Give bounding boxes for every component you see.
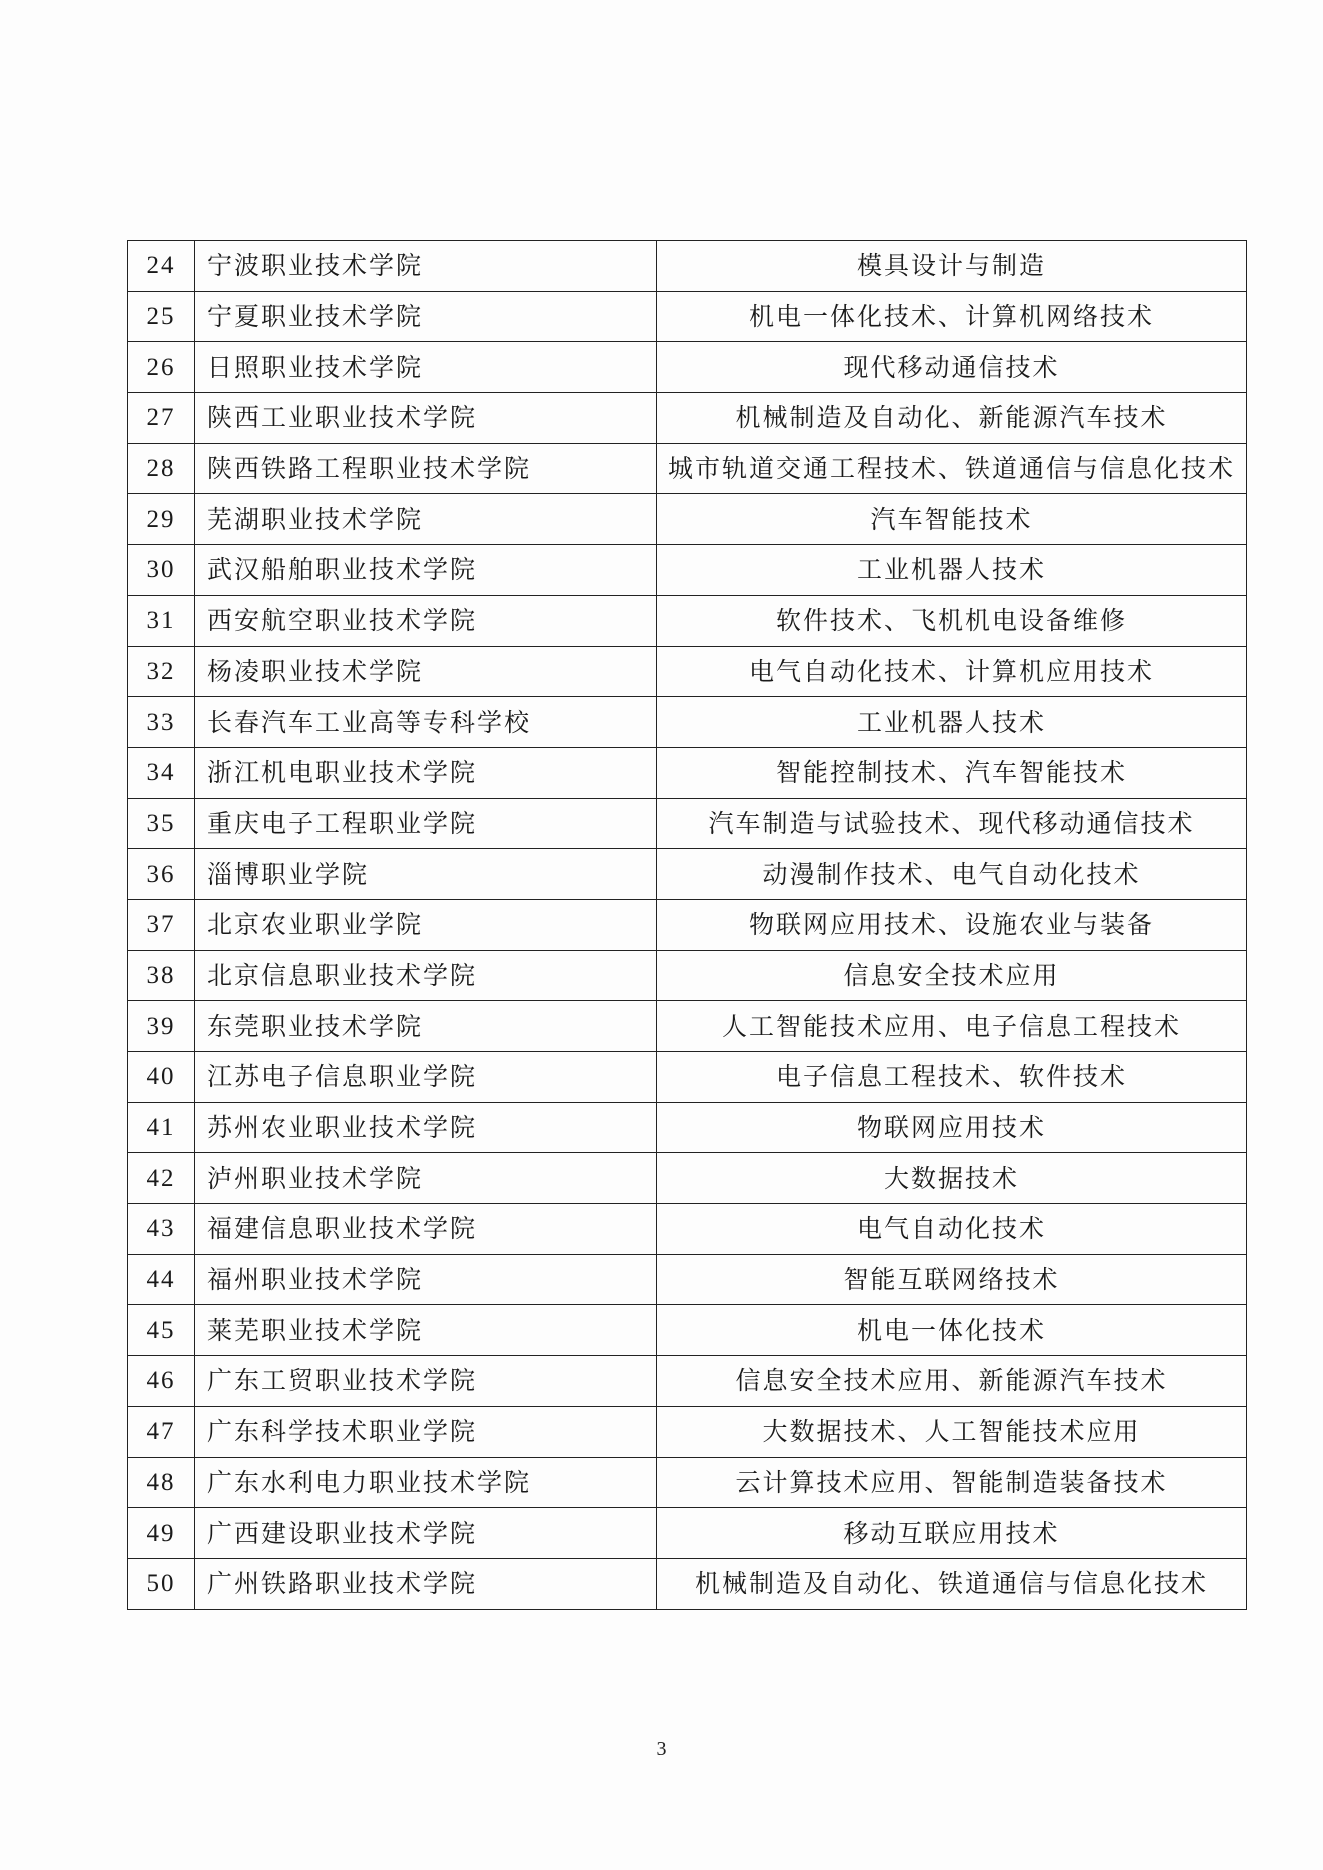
school-name: 陕西铁路工程职业技术学院 bbox=[195, 443, 657, 494]
row-number: 46 bbox=[128, 1356, 195, 1407]
row-number: 24 bbox=[128, 241, 195, 292]
row-number: 41 bbox=[128, 1102, 195, 1153]
school-name: 泸州职业技术学院 bbox=[195, 1153, 657, 1204]
major-names: 汽车智能技术 bbox=[657, 494, 1247, 545]
table-row bbox=[128, 697, 1247, 748]
school-name: 日照职业技术学院 bbox=[195, 342, 657, 393]
school-name: 福州职业技术学院 bbox=[195, 1254, 657, 1305]
major-names: 动漫制作技术、电气自动化技术 bbox=[657, 849, 1247, 900]
school-name: 北京农业职业学院 bbox=[195, 899, 657, 950]
school-name: 长春汽车工业高等专科学校 bbox=[195, 697, 657, 748]
table-row bbox=[128, 1254, 1247, 1305]
table-row bbox=[128, 1102, 1247, 1153]
table-row bbox=[128, 899, 1247, 950]
row-number: 40 bbox=[128, 1052, 195, 1103]
row-number: 44 bbox=[128, 1254, 195, 1305]
school-name: 宁波职业技术学院 bbox=[195, 241, 657, 292]
school-name: 宁夏职业技术学院 bbox=[195, 291, 657, 342]
row-number: 45 bbox=[128, 1305, 195, 1356]
table-row bbox=[128, 393, 1247, 444]
major-names: 机电一体化技术、计算机网络技术 bbox=[657, 291, 1247, 342]
table-row bbox=[128, 1204, 1247, 1255]
table-row bbox=[128, 342, 1247, 393]
school-name: 广东工贸职业技术学院 bbox=[195, 1356, 657, 1407]
major-names: 工业机器人技术 bbox=[657, 697, 1247, 748]
table-body bbox=[128, 241, 1247, 1610]
row-number: 27 bbox=[128, 393, 195, 444]
school-name: 重庆电子工程职业学院 bbox=[195, 798, 657, 849]
major-names: 移动互联应用技术 bbox=[657, 1508, 1247, 1559]
major-names: 信息安全技术应用 bbox=[657, 950, 1247, 1001]
table-row bbox=[128, 241, 1247, 292]
table-row bbox=[128, 849, 1247, 900]
major-names: 软件技术、飞机机电设备维修 bbox=[657, 595, 1247, 646]
major-names: 云计算技术应用、智能制造装备技术 bbox=[657, 1457, 1247, 1508]
table-row bbox=[128, 443, 1247, 494]
major-names: 工业机器人技术 bbox=[657, 545, 1247, 596]
school-name: 广州铁路职业技术学院 bbox=[195, 1558, 657, 1609]
school-name: 广东水利电力职业技术学院 bbox=[195, 1457, 657, 1508]
major-names: 模具设计与制造 bbox=[657, 241, 1247, 292]
table-row bbox=[128, 798, 1247, 849]
major-names: 大数据技术、人工智能技术应用 bbox=[657, 1406, 1247, 1457]
table-row bbox=[128, 950, 1247, 1001]
major-names: 现代移动通信技术 bbox=[657, 342, 1247, 393]
row-number: 26 bbox=[128, 342, 195, 393]
row-number: 29 bbox=[128, 494, 195, 545]
page-number: 3 bbox=[656, 1738, 667, 1760]
table-row bbox=[128, 1558, 1247, 1609]
row-number: 25 bbox=[128, 291, 195, 342]
row-number: 37 bbox=[128, 899, 195, 950]
row-number: 35 bbox=[128, 798, 195, 849]
school-name: 广西建设职业技术学院 bbox=[195, 1508, 657, 1559]
school-name: 杨凌职业技术学院 bbox=[195, 646, 657, 697]
school-name: 莱芜职业技术学院 bbox=[195, 1305, 657, 1356]
table-row bbox=[128, 291, 1247, 342]
table-row bbox=[128, 1153, 1247, 1204]
major-names: 电子信息工程技术、软件技术 bbox=[657, 1052, 1247, 1103]
row-number: 30 bbox=[128, 545, 195, 596]
major-names: 物联网应用技术 bbox=[657, 1102, 1247, 1153]
major-names: 信息安全技术应用、新能源汽车技术 bbox=[657, 1356, 1247, 1407]
school-name: 北京信息职业技术学院 bbox=[195, 950, 657, 1001]
row-number: 42 bbox=[128, 1153, 195, 1204]
school-major-table bbox=[127, 240, 1247, 1610]
row-number: 32 bbox=[128, 646, 195, 697]
row-number: 31 bbox=[128, 595, 195, 646]
row-number: 38 bbox=[128, 950, 195, 1001]
row-number: 49 bbox=[128, 1508, 195, 1559]
school-name: 浙江机电职业技术学院 bbox=[195, 747, 657, 798]
major-names: 物联网应用技术、设施农业与装备 bbox=[657, 899, 1247, 950]
table-row bbox=[128, 646, 1247, 697]
major-names: 智能控制技术、汽车智能技术 bbox=[657, 747, 1247, 798]
table-row bbox=[128, 1406, 1247, 1457]
table-row bbox=[128, 595, 1247, 646]
major-names: 城市轨道交通工程技术、铁道通信与信息化技术 bbox=[657, 443, 1247, 494]
major-names: 人工智能技术应用、电子信息工程技术 bbox=[657, 1001, 1247, 1052]
table-row bbox=[128, 1305, 1247, 1356]
school-name: 苏州农业职业技术学院 bbox=[195, 1102, 657, 1153]
row-number: 39 bbox=[128, 1001, 195, 1052]
school-name: 陕西工业职业技术学院 bbox=[195, 393, 657, 444]
row-number: 43 bbox=[128, 1204, 195, 1255]
school-name: 福建信息职业技术学院 bbox=[195, 1204, 657, 1255]
row-number: 50 bbox=[128, 1558, 195, 1609]
table-row bbox=[128, 545, 1247, 596]
school-name: 广东科学技术职业学院 bbox=[195, 1406, 657, 1457]
table-row bbox=[128, 494, 1247, 545]
row-number: 47 bbox=[128, 1406, 195, 1457]
major-names: 智能互联网络技术 bbox=[657, 1254, 1247, 1305]
school-name: 淄博职业学院 bbox=[195, 849, 657, 900]
major-names: 电气自动化技术、计算机应用技术 bbox=[657, 646, 1247, 697]
row-number: 48 bbox=[128, 1457, 195, 1508]
school-name: 武汉船舶职业技术学院 bbox=[195, 545, 657, 596]
table-row bbox=[128, 747, 1247, 798]
table-row bbox=[128, 1508, 1247, 1559]
major-names: 汽车制造与试验技术、现代移动通信技术 bbox=[657, 798, 1247, 849]
major-names: 机械制造及自动化、铁道通信与信息化技术 bbox=[657, 1558, 1247, 1609]
school-name: 芜湖职业技术学院 bbox=[195, 494, 657, 545]
major-names: 机电一体化技术 bbox=[657, 1305, 1247, 1356]
row-number: 36 bbox=[128, 849, 195, 900]
school-name: 江苏电子信息职业学院 bbox=[195, 1052, 657, 1103]
row-number: 28 bbox=[128, 443, 195, 494]
school-name: 东莞职业技术学院 bbox=[195, 1001, 657, 1052]
major-names: 电气自动化技术 bbox=[657, 1204, 1247, 1255]
major-names: 大数据技术 bbox=[657, 1153, 1247, 1204]
table-row bbox=[128, 1356, 1247, 1407]
school-name: 西安航空职业技术学院 bbox=[195, 595, 657, 646]
table-row bbox=[128, 1001, 1247, 1052]
table-row bbox=[128, 1457, 1247, 1508]
table-row bbox=[128, 1052, 1247, 1103]
row-number: 33 bbox=[128, 697, 195, 748]
row-number: 34 bbox=[128, 747, 195, 798]
major-names: 机械制造及自动化、新能源汽车技术 bbox=[657, 393, 1247, 444]
